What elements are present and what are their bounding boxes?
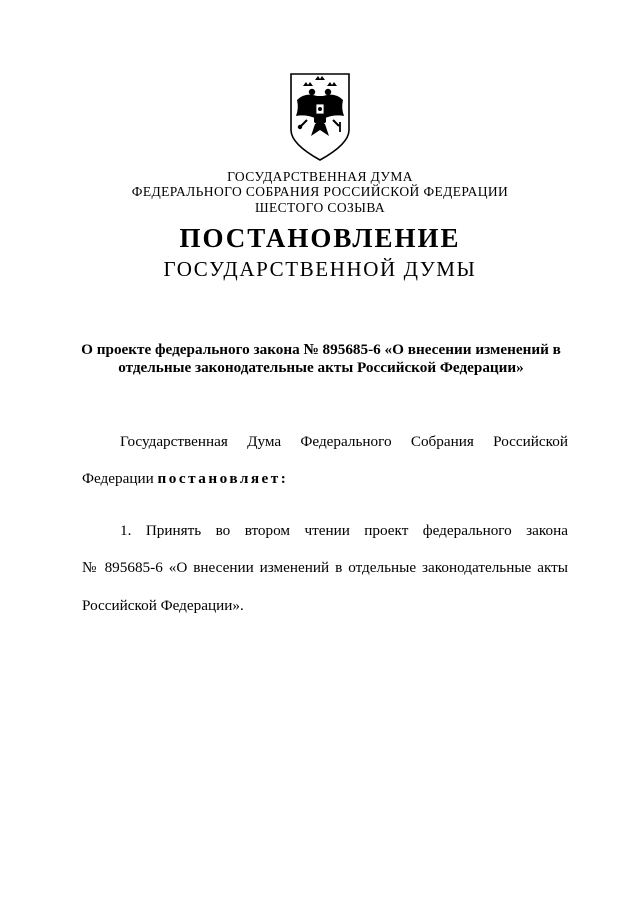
- coat-of-arms-icon: [285, 70, 355, 162]
- item1-line-3: Российской Федерации».: [82, 597, 244, 614]
- item1-line-1: 1. Принять во втором чтении проект федерального закона: [120, 522, 568, 539]
- header-parliament: ФЕДЕРАЛЬНОГО СОБРАНИЯ РОССИЙСКОЙ ФЕДЕРАЦИИ: [131, 184, 509, 199]
- intro-line-2: [82, 470, 568, 488]
- intro-line-1: Государственная Дума Федерального Собрания Российской: [120, 433, 568, 450]
- header-convocation: ШЕСТОГО СОЗЫВА: [254, 200, 386, 215]
- item1-line-2: № 895685-6 «О внесении изменений в отдельные законодательные акты: [82, 559, 568, 576]
- resolves-word: постановляет:: [157, 470, 289, 487]
- intro-country: Федерации: [82, 470, 154, 487]
- document-issuer: ГОСУДАРСТВЕННОЙ ДУМЫ: [163, 257, 477, 281]
- document-subject: О проекте федерального закона № 895685-6 «О внесении изменений в отдельные законодательные акты Российской Федерации»: [81, 341, 561, 376]
- document-type: ПОСТАНОВЛЕНИЕ: [179, 223, 461, 253]
- header-organization: ГОСУДАРСТВЕННАЯ ДУМА: [227, 169, 413, 184]
